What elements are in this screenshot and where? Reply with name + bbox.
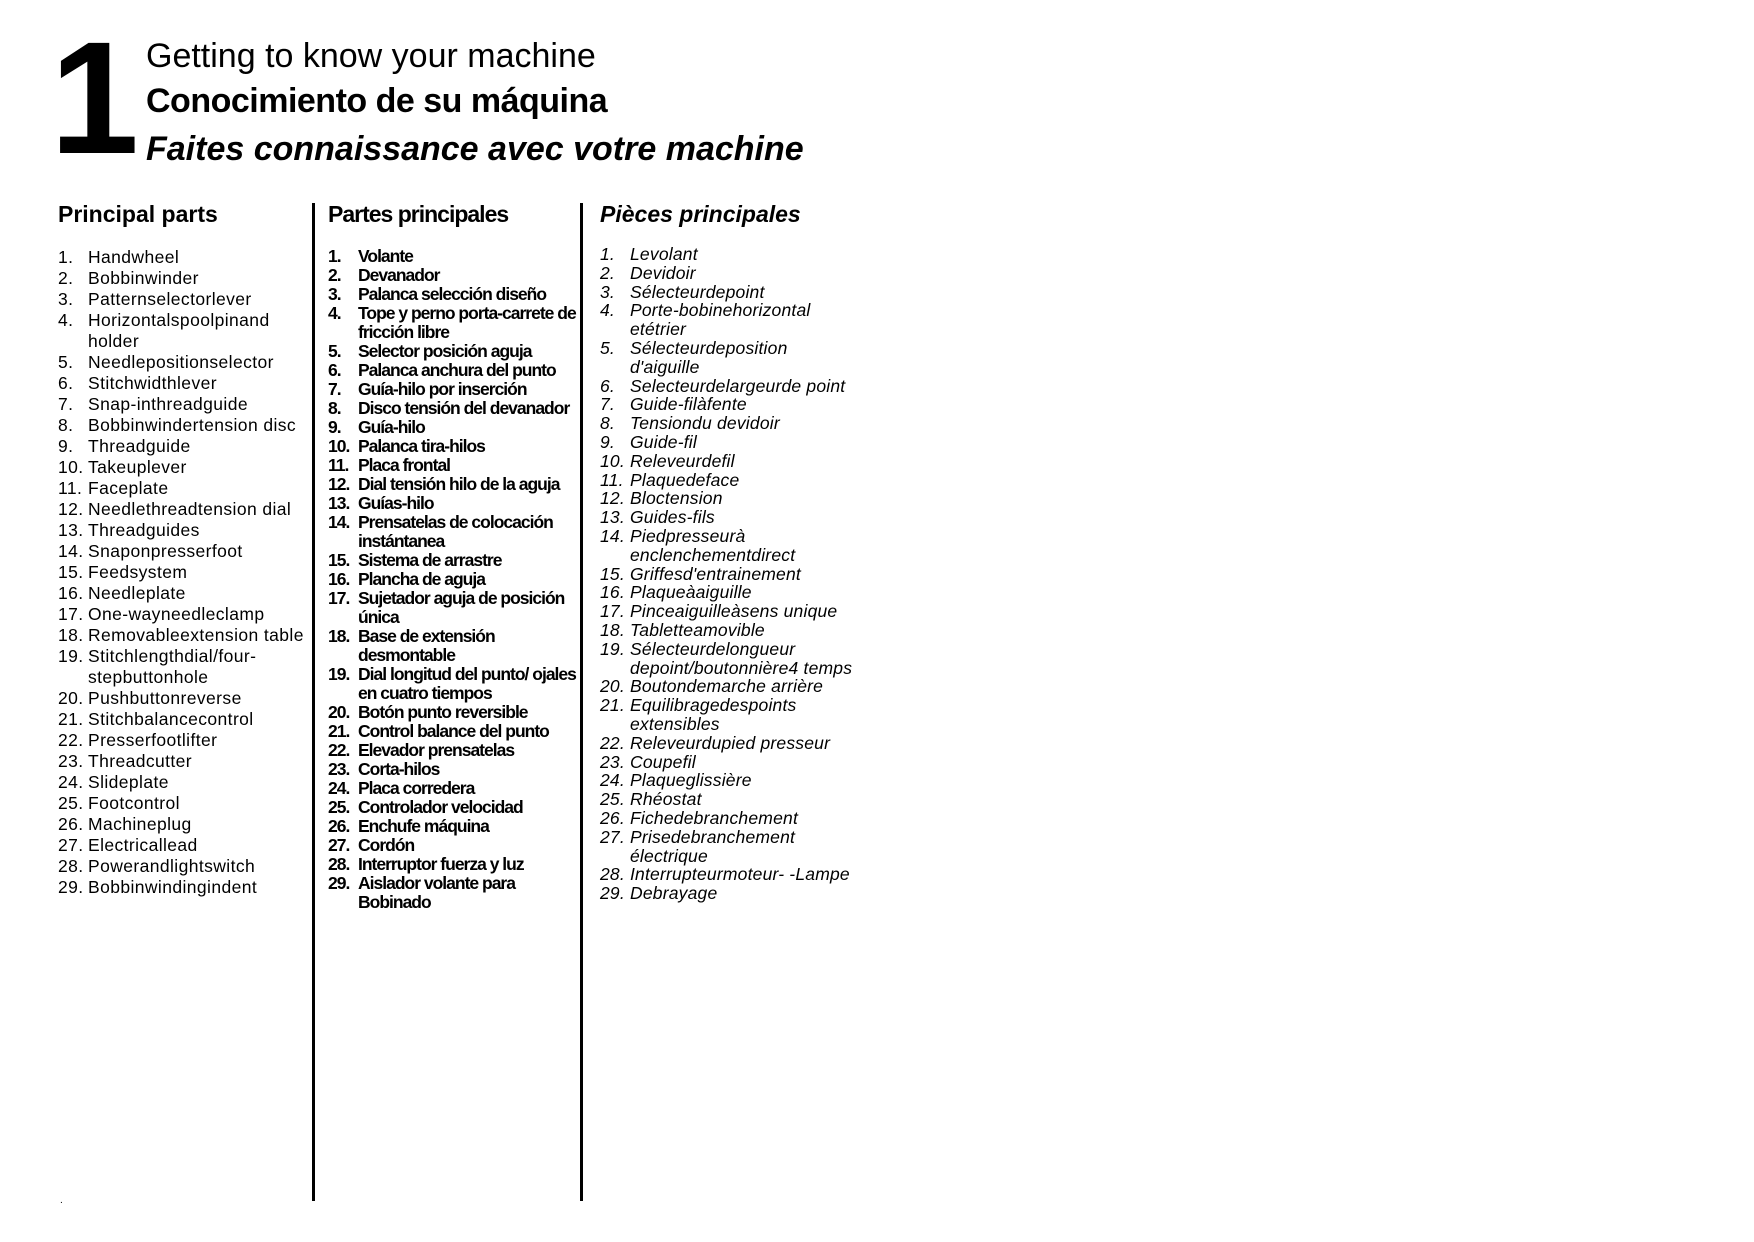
- item-number: 7.: [328, 379, 341, 399]
- list-item: [600, 377, 860, 396]
- item-number: 9.: [600, 431, 615, 452]
- list-item: [600, 621, 860, 640]
- list-item: [58, 268, 308, 289]
- french-column: [600, 200, 860, 903]
- list-item: [328, 798, 578, 817]
- item-number: 16.: [58, 583, 84, 603]
- list-item: [58, 415, 308, 436]
- item-label: Volante: [358, 246, 413, 266]
- list-item: [58, 478, 308, 499]
- list-item: [58, 625, 308, 646]
- list-item: [58, 310, 308, 352]
- list-item: [58, 541, 308, 562]
- item-label: Griffesd'entrainement: [630, 563, 801, 584]
- item-number: 3.: [58, 289, 74, 309]
- item-label: Palanca tira-hilos: [358, 436, 485, 456]
- list-item: [328, 380, 578, 399]
- item-number: 5.: [58, 352, 74, 372]
- list-item: [58, 709, 308, 730]
- item-number: 6.: [58, 373, 74, 393]
- list-item: [328, 285, 578, 304]
- list-item: [58, 373, 308, 394]
- french-heading: Pièces principales: [600, 201, 801, 227]
- item-label: Bobbinwindingindent: [88, 877, 258, 897]
- item-label: Guía-hilo por inserción: [358, 379, 527, 399]
- item-number: 21.: [600, 695, 625, 716]
- item-number: 13.: [328, 493, 350, 513]
- item-number: 20.: [328, 702, 350, 722]
- item-label: Guide-filàfente: [630, 394, 747, 415]
- item-number: 7.: [600, 394, 615, 415]
- item-label: Snaponpresserfoot: [88, 541, 243, 561]
- list-item: [600, 771, 860, 790]
- item-number: 15.: [58, 562, 84, 582]
- item-label: Presserfootlifter: [88, 730, 218, 750]
- list-item: [328, 494, 578, 513]
- item-label: Stitchwidthlever: [88, 373, 217, 393]
- item-number: 19.: [58, 646, 84, 666]
- list-item: [600, 790, 860, 809]
- item-label: Needlethreadtension dial: [88, 499, 292, 519]
- item-label: Plaqueàaiguille: [630, 582, 752, 603]
- item-number: 26.: [58, 814, 84, 834]
- item-number: 21.: [58, 709, 84, 729]
- list-item: [328, 247, 578, 266]
- item-label: Piedpresseurà enclenchementdirect: [630, 525, 796, 565]
- item-label: Levolant: [630, 244, 698, 264]
- item-number: 28.: [600, 864, 625, 885]
- item-label: Palanca anchura del punto: [358, 360, 556, 380]
- item-label: Bobbinwindertension disc: [88, 415, 297, 435]
- item-label: Prisedebranchement électrique: [630, 826, 796, 866]
- list-item: [328, 817, 578, 836]
- item-label: Tabletteamovible: [630, 619, 765, 640]
- item-number: 14.: [58, 541, 84, 561]
- list-item: [600, 640, 860, 678]
- list-item: [328, 627, 578, 665]
- page-mark: .: [60, 1195, 63, 1206]
- item-label: Pushbuttonreverse: [88, 688, 242, 708]
- item-number: 29.: [328, 873, 350, 893]
- item-number: 10.: [58, 457, 84, 477]
- item-label: Aislador volante para Bobinado: [358, 873, 515, 912]
- item-number: 29.: [600, 883, 625, 904]
- item-label: Corta-hilos: [358, 759, 440, 779]
- item-label: Botón punto reversible: [358, 702, 528, 722]
- item-label: Bobbinwinder: [88, 268, 199, 288]
- item-label: Guides-fils: [630, 507, 715, 528]
- list-item: [600, 565, 860, 584]
- list-item: [328, 741, 578, 760]
- item-label: Handwheel: [88, 247, 180, 267]
- list-item: [58, 583, 308, 604]
- item-label: Equilibragedespoints extensibles: [630, 695, 797, 734]
- list-item: [328, 513, 578, 551]
- item-number: 5.: [328, 341, 341, 361]
- item-number: 12.: [58, 499, 84, 519]
- chapter-title-french: Faites connaissance avec votre machine: [146, 130, 804, 168]
- list-item: [600, 471, 860, 490]
- english-parts-list: [58, 247, 308, 898]
- item-label: Devanador: [358, 265, 440, 285]
- item-label: Control balance del punto: [358, 721, 549, 741]
- item-label: Disco tensión del devanador: [358, 398, 570, 418]
- item-label: Devidoir: [630, 262, 696, 283]
- item-label: Patternselectorlever: [88, 289, 252, 309]
- item-number: 20.: [600, 676, 625, 697]
- list-item: [600, 734, 860, 753]
- list-item: [58, 394, 308, 415]
- item-number: 25.: [600, 789, 625, 810]
- french-parts-list: [600, 245, 860, 903]
- item-label: Enchufe máquina: [358, 816, 489, 836]
- item-number: 22.: [600, 732, 625, 753]
- item-label: Debrayage: [630, 883, 718, 904]
- list-item: [600, 527, 860, 565]
- list-item: [600, 884, 860, 903]
- list-item: [328, 456, 578, 475]
- list-item: [600, 489, 860, 508]
- item-label: Selecteurdelargeurde point: [630, 375, 846, 396]
- item-label: Threadguides: [88, 520, 200, 540]
- list-item: [328, 399, 578, 418]
- item-number: 1.: [58, 247, 74, 267]
- item-label: Powerandlightswitch: [88, 856, 256, 876]
- item-number: 2.: [600, 262, 615, 283]
- item-number: 26.: [600, 807, 625, 828]
- list-item: [600, 508, 860, 527]
- item-label: Sélecteurdeposition d'aiguille: [630, 337, 788, 377]
- list-item: [600, 753, 860, 772]
- item-number: 17.: [600, 601, 625, 622]
- list-item: [58, 352, 308, 373]
- item-number: 24.: [58, 772, 84, 792]
- item-label: Placa frontal: [358, 455, 451, 475]
- list-item: [328, 703, 578, 722]
- item-number: 11.: [600, 469, 624, 490]
- item-label: Removableextension table: [88, 625, 304, 645]
- item-number: 25.: [58, 793, 84, 813]
- list-item: [328, 437, 578, 456]
- list-item: [58, 814, 308, 835]
- item-label: Selector posición aguja: [358, 341, 532, 361]
- item-number: 17.: [328, 588, 350, 608]
- item-label: Plancha de aguja: [358, 569, 485, 589]
- item-label: Feedsystem: [88, 562, 188, 582]
- item-label: Dial tensión hilo de la aguja: [358, 474, 560, 494]
- item-label: Porte-bobinehorizontal etétrier: [630, 300, 811, 340]
- item-number: 8.: [600, 413, 615, 434]
- item-label: Placa corredera: [358, 778, 475, 798]
- item-number: 15.: [600, 563, 625, 584]
- item-label: Threadcutter: [88, 751, 193, 771]
- list-item: [328, 342, 578, 361]
- item-number: 4.: [58, 310, 74, 330]
- item-number: 19.: [328, 664, 350, 684]
- item-number: 15.: [328, 550, 350, 570]
- item-label: Pinceaiguilleàsens unique: [630, 601, 838, 622]
- item-number: 9.: [328, 417, 341, 437]
- list-item: [58, 877, 308, 898]
- list-item: [328, 665, 578, 703]
- item-label: Sélecteurdelongueur depoint/boutonnière4 temps: [630, 638, 853, 678]
- column-divider-left: [312, 203, 315, 1201]
- item-label: Stitchlengthdial/four-stepbuttonhole: [88, 646, 257, 687]
- item-label: Plaquedeface: [630, 469, 740, 490]
- item-label: Guías-hilo: [358, 493, 434, 513]
- item-number: 18.: [58, 625, 84, 645]
- list-item: [600, 677, 860, 696]
- item-number: 4.: [600, 300, 615, 321]
- item-number: 27.: [328, 835, 350, 855]
- item-number: 18.: [600, 619, 625, 640]
- item-label: Dial longitud del punto/ ojales en cuatro tiempos: [358, 664, 576, 703]
- item-number: 12.: [328, 474, 350, 494]
- item-label: Base de extensión desmontable: [358, 626, 495, 665]
- list-item: [600, 339, 860, 377]
- item-number: 11.: [58, 478, 83, 498]
- column-divider-right: [580, 203, 583, 1201]
- item-label: Sistema de arrastre: [358, 550, 502, 570]
- item-number: 2.: [58, 268, 74, 288]
- item-number: 14.: [600, 525, 625, 546]
- list-item: [58, 457, 308, 478]
- item-label: Rhéostat: [630, 789, 702, 810]
- list-item: [600, 433, 860, 452]
- item-number: 9.: [58, 436, 74, 456]
- item-label: Coupefil: [630, 751, 696, 772]
- item-label: Needlepositionselector: [88, 352, 274, 372]
- item-label: Takeuplever: [88, 457, 187, 477]
- item-label: One-wayneedleclamp: [88, 604, 265, 624]
- item-number: 26.: [328, 816, 350, 836]
- chapter-number: 1: [50, 8, 135, 187]
- item-number: 1.: [328, 246, 341, 266]
- item-number: 25.: [328, 797, 350, 817]
- list-item: [328, 418, 578, 437]
- item-number: 8.: [328, 398, 341, 418]
- item-number: 27.: [58, 835, 84, 855]
- list-item: [58, 247, 308, 268]
- item-number: 19.: [600, 638, 625, 659]
- item-number: 23.: [600, 751, 625, 772]
- item-number: 7.: [58, 394, 74, 414]
- list-item: [328, 551, 578, 570]
- item-label: Interrupteurmoteur- -Lampe: [630, 864, 850, 885]
- item-label: Palanca selección diseño: [358, 284, 547, 304]
- list-item: [600, 264, 860, 283]
- chapter-title-spanish: Conocimiento de su máquina: [146, 82, 608, 120]
- item-number: 12.: [600, 488, 625, 509]
- list-item: [328, 855, 578, 874]
- item-number: 27.: [600, 826, 625, 847]
- list-item: [58, 520, 308, 541]
- item-number: 23.: [328, 759, 350, 779]
- item-label: Horizontalspoolpinand holder: [88, 310, 270, 351]
- item-label: Faceplate: [88, 478, 169, 498]
- list-item: [328, 304, 578, 342]
- item-label: Stitchbalancecontrol: [88, 709, 254, 729]
- item-label: Tensiondu devidoir: [630, 413, 780, 434]
- item-label: Sujetador aguja de posición única: [358, 588, 565, 627]
- item-number: 14.: [328, 512, 350, 532]
- item-label: Boutondemarche arrière: [630, 676, 824, 697]
- english-heading: Principal parts: [58, 201, 218, 227]
- spanish-parts-list: [328, 247, 578, 912]
- item-number: 13.: [600, 507, 625, 528]
- list-item: [600, 245, 860, 264]
- list-item: [328, 589, 578, 627]
- list-item: [600, 865, 860, 884]
- item-number: 16.: [600, 582, 625, 603]
- list-item: [600, 395, 860, 414]
- item-label: Threadguide: [88, 436, 191, 456]
- item-label: Interruptor fuerza y luz: [358, 854, 524, 874]
- item-number: 22.: [328, 740, 350, 760]
- list-item: [600, 414, 860, 433]
- item-number: 4.: [328, 303, 341, 323]
- list-item: [328, 570, 578, 589]
- list-item: [600, 809, 860, 828]
- list-item: [600, 301, 860, 339]
- item-label: Releveurdefil: [630, 450, 735, 471]
- item-label: Guide-fil: [630, 431, 697, 452]
- list-item: [600, 583, 860, 602]
- item-number: 21.: [328, 721, 350, 741]
- item-label: Fichedebranchement: [630, 807, 799, 828]
- item-number: 29.: [58, 877, 84, 897]
- item-label: Needleplate: [88, 583, 186, 603]
- list-item: [58, 289, 308, 310]
- item-number: 10.: [600, 450, 625, 471]
- chapter-titles: [146, 36, 804, 172]
- item-number: 23.: [58, 751, 84, 771]
- item-label: Machineplug: [88, 814, 192, 834]
- list-item: [58, 562, 308, 583]
- list-item: [58, 499, 308, 520]
- item-label: Elevador prensatelas: [358, 740, 515, 760]
- item-number: 16.: [328, 569, 350, 589]
- spanish-heading: Partes principales: [328, 201, 509, 227]
- item-number: 13.: [58, 520, 84, 540]
- list-item: [328, 836, 578, 855]
- item-label: Releveurdupied presseur: [630, 732, 831, 753]
- list-item: [328, 722, 578, 741]
- item-number: 22.: [58, 730, 84, 750]
- item-label: Slideplate: [88, 772, 169, 792]
- list-item: [58, 751, 308, 772]
- item-label: Sélecteurdepoint: [630, 281, 765, 302]
- item-number: 8.: [58, 415, 74, 435]
- chapter-title-english: Getting to know your machine: [146, 37, 596, 75]
- list-item: [328, 779, 578, 798]
- list-item: [600, 602, 860, 621]
- item-number: 1.: [600, 244, 615, 264]
- item-number: 3.: [328, 284, 341, 304]
- list-item: [328, 361, 578, 380]
- list-item: [600, 828, 860, 866]
- list-item: [600, 452, 860, 471]
- list-item: [600, 283, 860, 302]
- item-number: 6.: [600, 375, 615, 396]
- list-item: [328, 266, 578, 285]
- list-item: [58, 436, 308, 457]
- item-number: 10.: [328, 436, 350, 456]
- item-label: Bloctension: [630, 488, 723, 509]
- list-item: [58, 856, 308, 877]
- list-item: [58, 772, 308, 793]
- list-item: [58, 730, 308, 751]
- item-label: Snap-inthreadguide: [88, 394, 248, 414]
- item-number: 6.: [328, 360, 341, 380]
- list-item: [58, 835, 308, 856]
- item-label: Prensatelas de colocación instántanea: [358, 512, 553, 551]
- list-item: [328, 874, 578, 912]
- list-item: [58, 604, 308, 625]
- item-label: Electricallead: [88, 835, 198, 855]
- item-number: 28.: [328, 854, 350, 874]
- item-number: 5.: [600, 337, 615, 358]
- item-number: 24.: [328, 778, 350, 798]
- item-number: 17.: [58, 604, 84, 624]
- item-number: 20.: [58, 688, 84, 708]
- list-item: [600, 696, 860, 734]
- item-label: Footcontrol: [88, 793, 180, 813]
- list-item: [58, 688, 308, 709]
- item-number: 3.: [600, 281, 615, 302]
- item-number: 2.: [328, 265, 341, 285]
- item-label: Controlador velocidad: [358, 797, 523, 817]
- item-number: 28.: [58, 856, 84, 876]
- item-label: Guía-hilo: [358, 417, 425, 437]
- item-number: 18.: [328, 626, 350, 646]
- item-number: 11.: [328, 455, 349, 475]
- item-number: 24.: [600, 770, 625, 791]
- english-column: [58, 200, 308, 898]
- list-item: [58, 793, 308, 814]
- list-item: [328, 760, 578, 779]
- list-item: [328, 475, 578, 494]
- spanish-column: [328, 200, 578, 912]
- item-label: Tope y perno porta-carrete de fricción libre: [358, 303, 576, 342]
- item-label: Plaqueglissière: [630, 770, 752, 791]
- list-item: [58, 646, 308, 688]
- item-label: Cordón: [358, 835, 415, 855]
